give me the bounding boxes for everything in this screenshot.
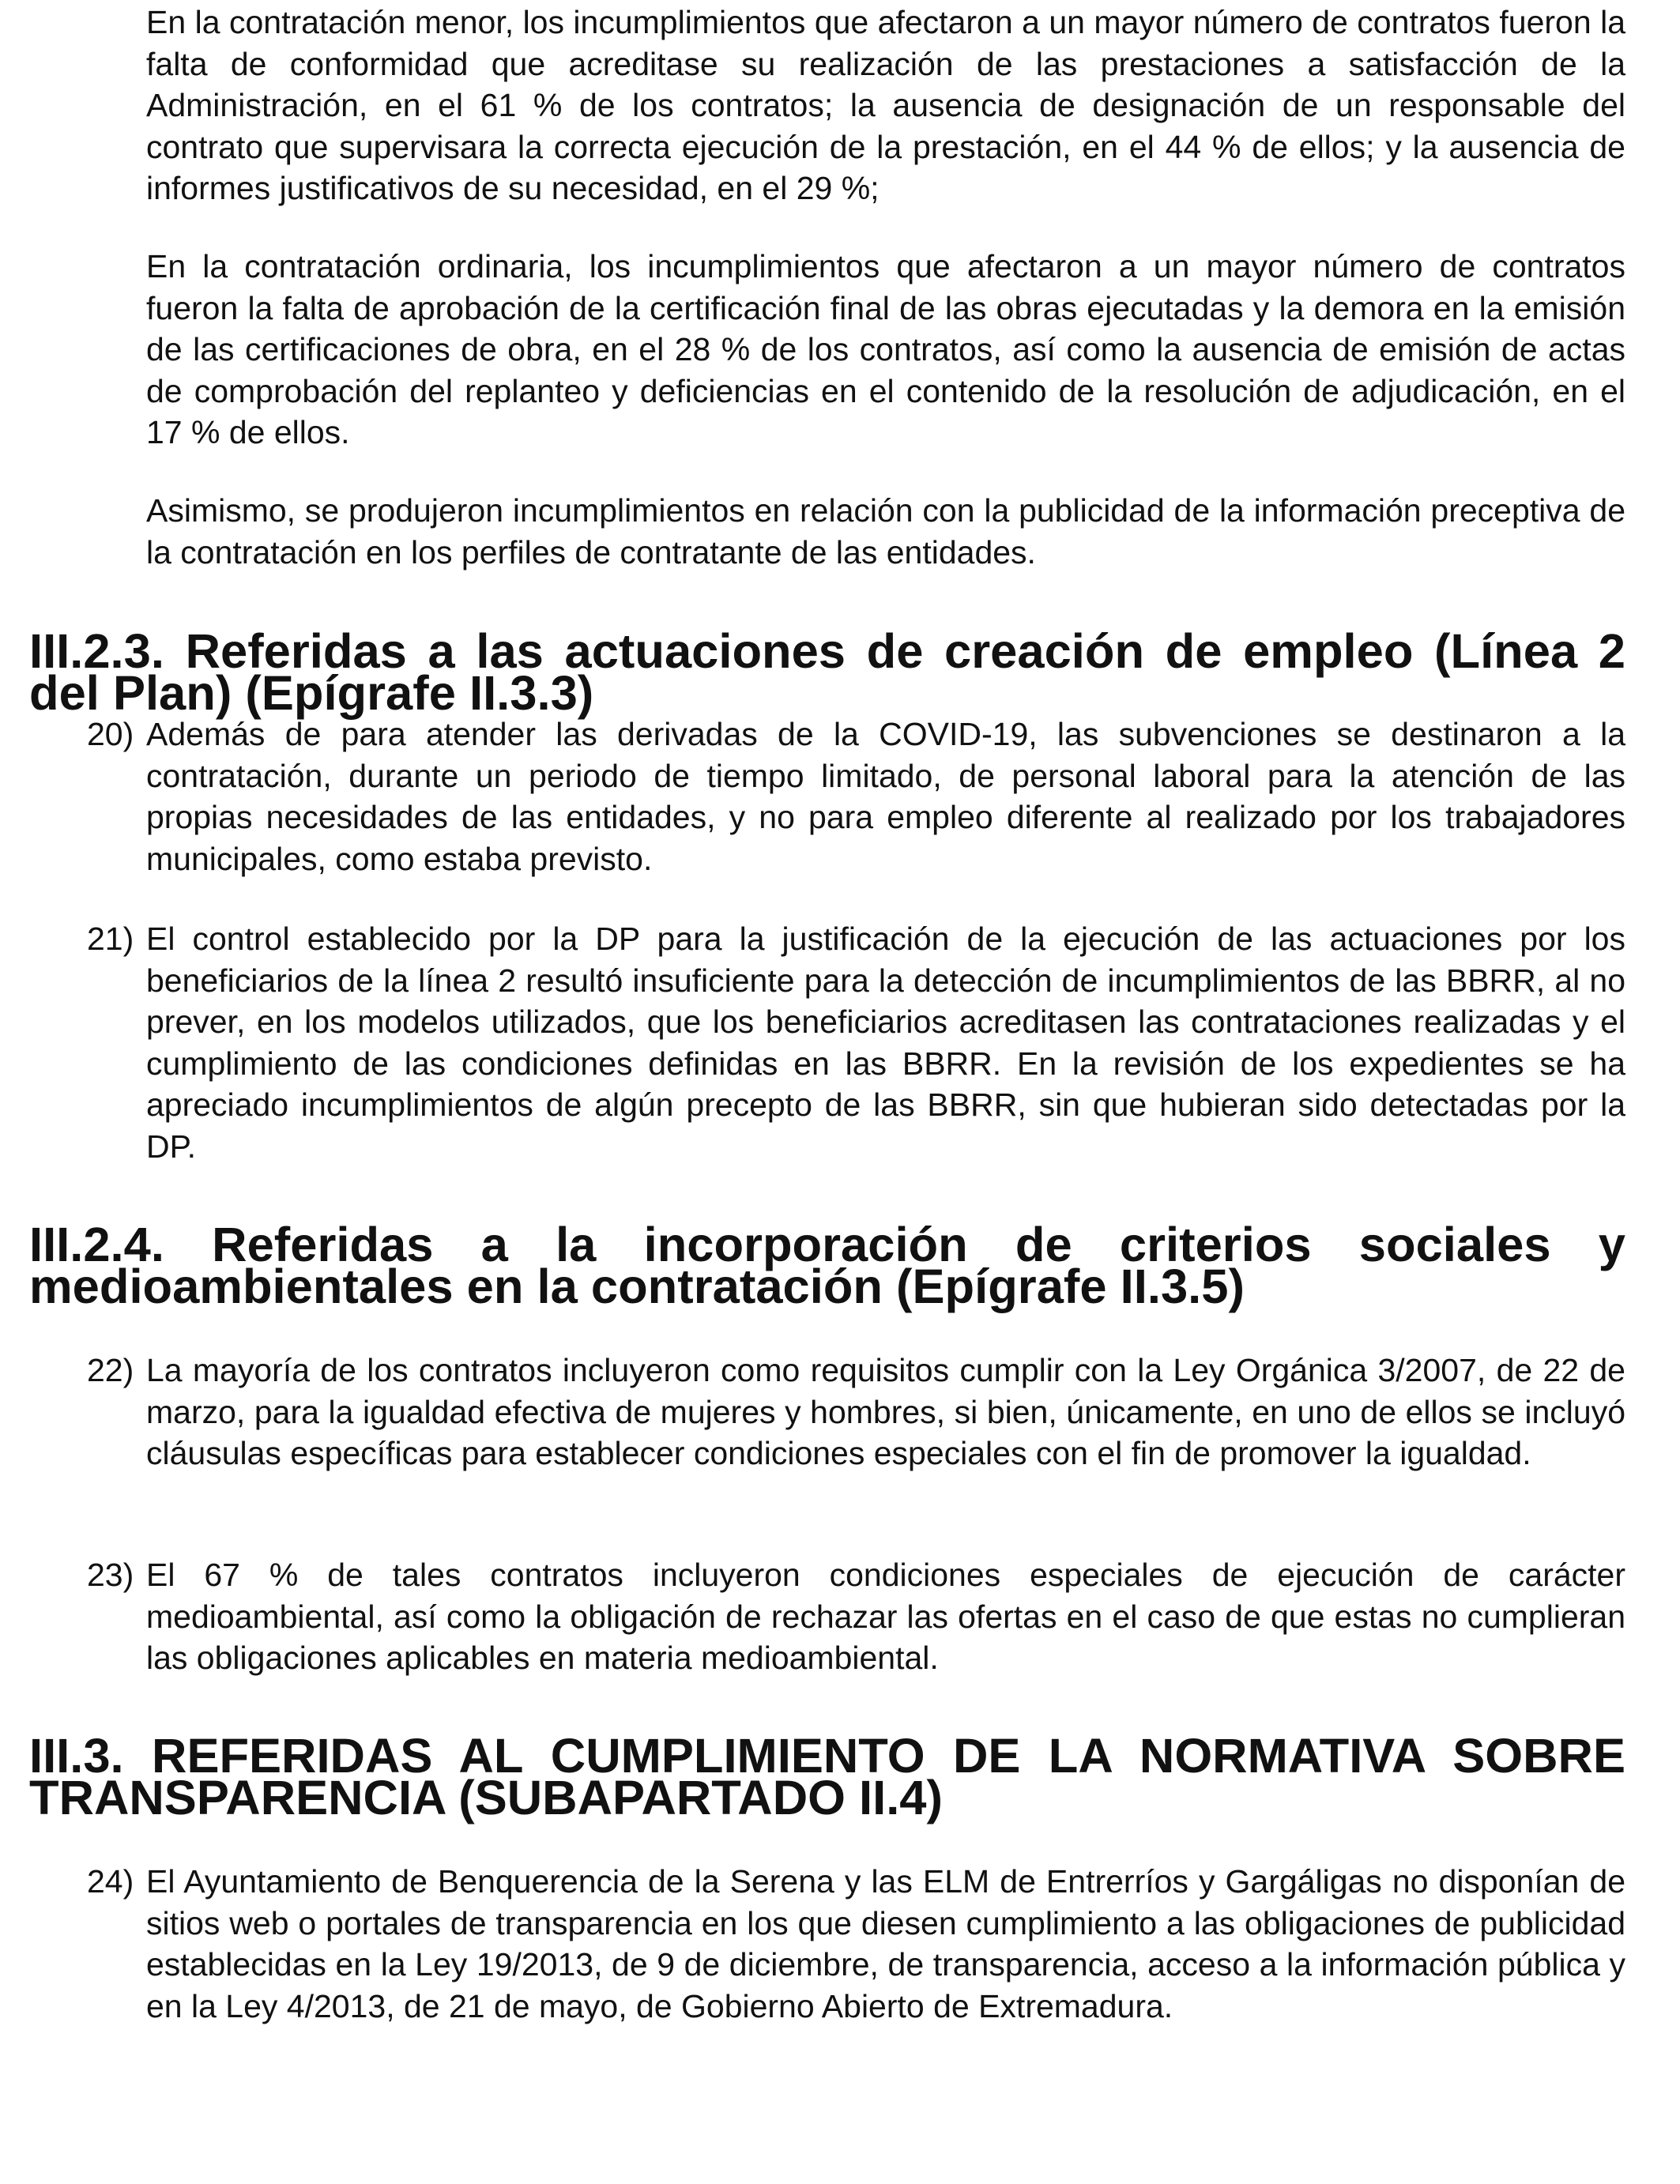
list-item-23 [87, 1554, 1625, 1679]
paragraph-contratacion-ordinaria: En la contratación ordinaria, los incumplimientos que afectaron a un mayor número de contratos fueron la falta de aprobación de la certificación final de las obras ejecutadas y la demora en la emisión de las certificaciones de obra, en el 28 % de los contratos, así como la ausencia de emisión de actas de comprobación del replanteo y deficiencias en el contenido de la resolución de adjudicación, en el 17 % de ellos. [146, 248, 1625, 450]
item-text: El Ayuntamiento de Benquerencia de la Serena y las ELM de Entrerríos y Gargáligas no disponían de sitios web o portales de transparencia en los que diesen cumplimiento a las obligaciones de publicidad establecidas en la Ley 19/2013, de 9 de diciembre, de transparencia, acceso a la información pública y en la Ley 4/2013, de 21 de mayo, de Gobierno Abierto de Extremadura. [146, 1863, 1625, 2024]
list-item-22 [87, 1350, 1625, 1474]
item-text: El 67 % de tales contratos incluyeron condiciones especiales de ejecución de carácter medioambiental, así como la obligación de rechazar las ofertas en el caso de que estas no cumplieran las obligaciones aplicables en materia medioambiental. [146, 1557, 1625, 1676]
item-text: La mayoría de los contratos incluyeron como requisitos cumplir con la Ley Orgánica 3/2007, de 22 de marzo, para la igualdad efectiva de mujeres y hombres, si bien, únicamente, en uno de ellos se incluyó cláusulas específicas para establecer condiciones especiales con el fin de promover la igualdad. [146, 1352, 1625, 1471]
list-item-20 [87, 714, 1625, 879]
item-number: 20) [87, 716, 134, 752]
item-number: 24) [87, 1863, 134, 1900]
item-text: Además de para atender las derivadas de la COVID-19, las subvenciones se destinaron a la contratación, durante un periodo de tiempo limitado, de personal laboral para la atención de las propias necesidades de las entidades, y no para empleo diferente al realizado por los trabajadores municipales, como estaba previsto. [146, 716, 1625, 877]
section-heading-iii-2-3: III.2.3. Referidas a las actuaciones de creación de empleo (Línea 2 del Plan) (Epígrafe II.3.3) [29, 624, 1625, 721]
item-number: 21) [87, 921, 134, 957]
paragraph-contratacion-menor: En la contratación menor, los incumplimientos que afectaron a un mayor número de contratos fueron la falta de conformidad que acreditase su realización de las prestaciones a satisfacción de la Administración, en el 61 % de los contratos; la ausencia de designación de un responsable del contrato que supervisara la correcta ejecución de la prestación, en el 44 % de ellos; y la ausencia de informes justificativos de su necesidad, en el 29 %; [146, 4, 1625, 206]
paragraph-publicidad: Asimismo, se produjeron incumplimientos en relación con la publicidad de la información preceptiva de la contratación en los perfiles de contratante de las entidades. [146, 492, 1625, 570]
item-number: 22) [87, 1352, 134, 1388]
item-number: 23) [87, 1557, 134, 1593]
section-heading-iii-3: III.3. REFERIDAS AL CUMPLIMIENTO DE LA NORMATIVA SOBRE TRANSPARENCIA (SUBAPARTADO II.4) [29, 1729, 1625, 1825]
list-item-24 [87, 1861, 1625, 2027]
section-heading-iii-2-4: III.2.4. Referidas a la incorporación de criterios sociales y medioambientales en la contratación (Epígrafe II.3.5) [29, 1218, 1625, 1314]
item-text: El control establecido por la DP para la justificación de la ejecución de las actuaciones por los beneficiarios de la línea 2 resultó insuficiente para la detección de incumplimientos de las BBRR, al no prever, en los modelos utilizados, que los beneficiarios acreditasen las contrataciones realizadas y el cumplimiento de las condiciones definidas en las BBRR. En la revisión de los expedientes se ha apreciado incumplimientos de algún precepto de las BBRR, sin que hubieran sido detectadas por la DP. [146, 921, 1625, 1165]
list-item-21 [87, 918, 1625, 1167]
